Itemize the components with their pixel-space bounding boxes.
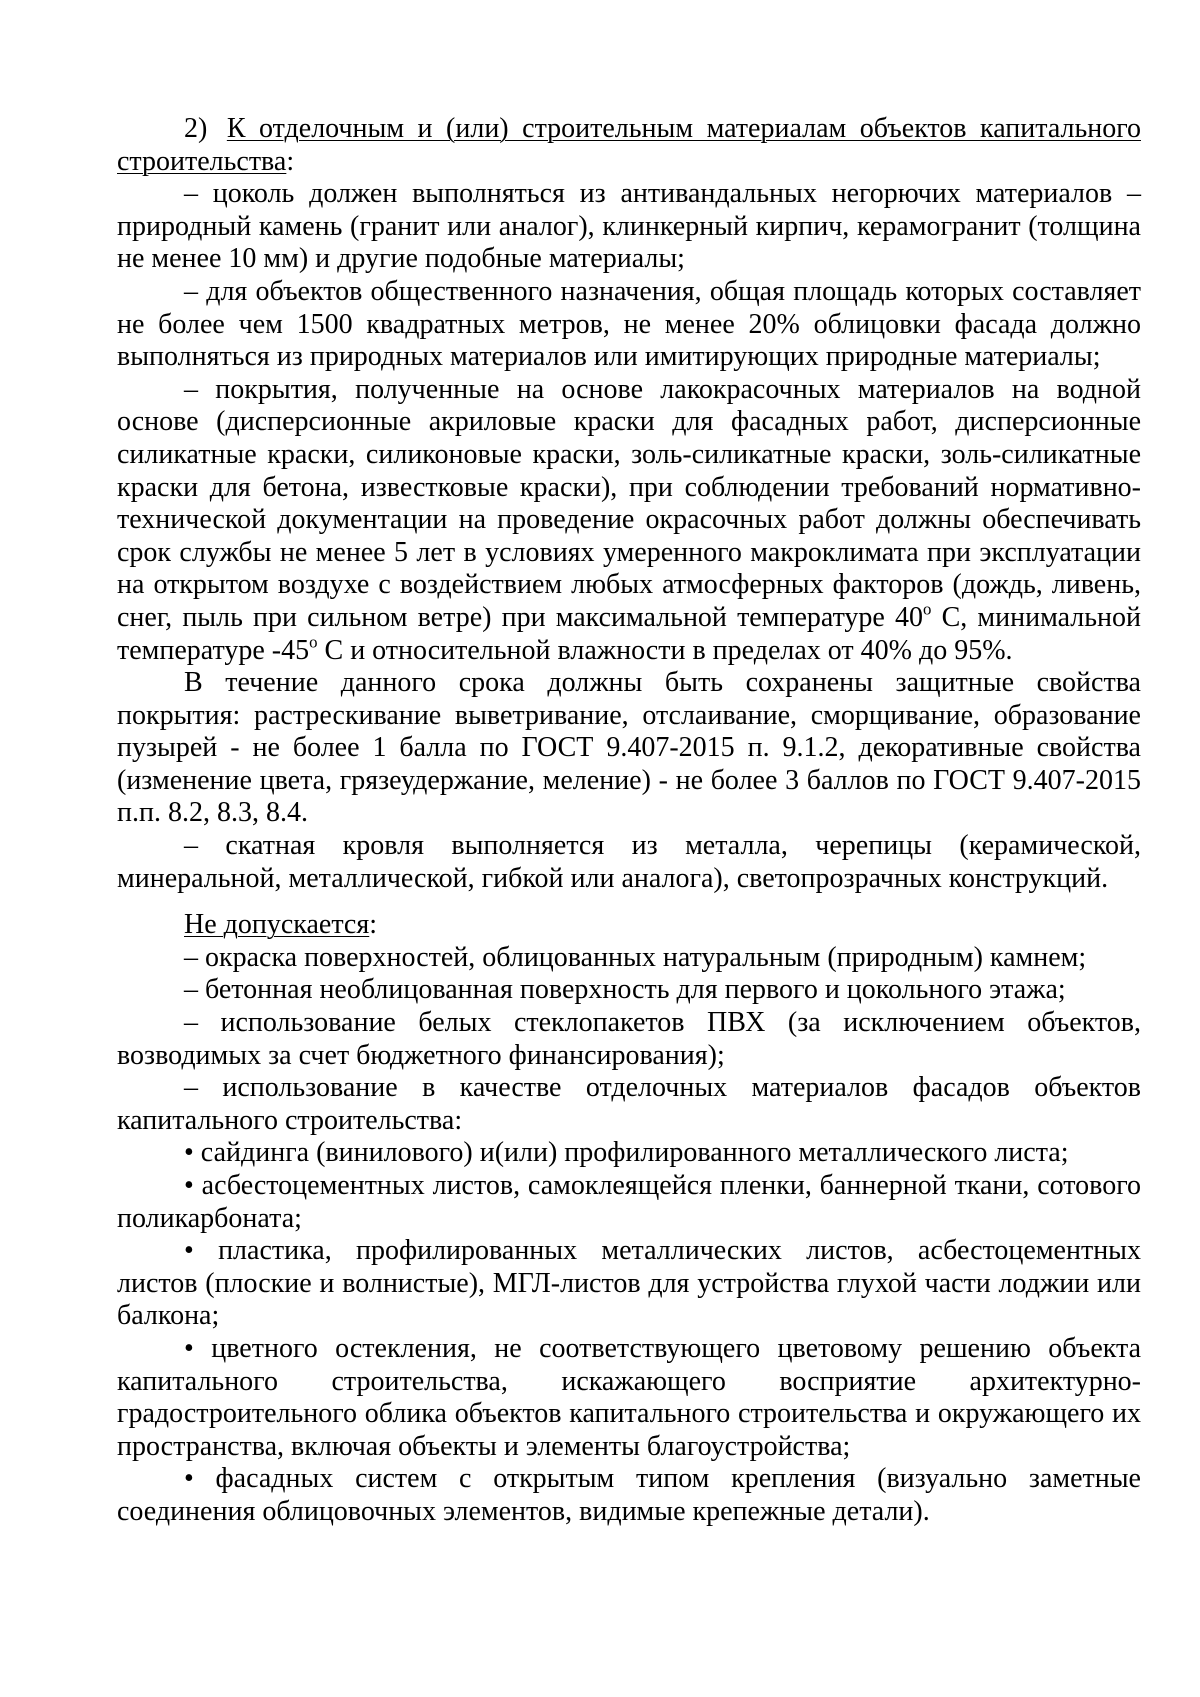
prohibited-item: – бетонная необлицованная поверхность для первого и цокольного этажа; [184,974,1066,1006]
coating-text-mid: С, минимальной температуре -45 [117,601,1141,666]
document-body [117,113,1141,1529]
not-allowed-title-suffix: : [369,909,378,941]
requirement-public-buildings: – для объектов общественного назначения, общая площадь которых составляет не более чем 1500 квадратных метров, не менее 20% облицовки фасада должно выполняться из природных материалов или имитирующих природные материалы; [117,275,1141,373]
requirement-coatings [117,374,1141,667]
prohibited-item: – использование белых стеклопакетов ПВХ (за исключением объектов, возводимых за счет бюджетного финансирования); [117,1007,1141,1071]
degree-sup-1: o [923,599,932,619]
prohibited-material-bullet: • сайдинга (винилового) и(или) профилированного металлического листа; [184,1137,1069,1169]
requirement-roofing: – скатная кровля выполняется из металла, черепицы (керамической, минеральной, металлической, гибкой или аналога), светопрозрачных конструкций. [117,830,1141,894]
section-heading [117,113,1141,178]
prohibited-material-bullet: • асбестоцементных листов, самоклеящейся пленки, баннерной ткани, сотового поликарбоната; [117,1170,1141,1234]
section-number: 2) [184,113,208,144]
coating-text-start: – покрытия, полученные на основе лакокрасочных материалов на водной основе (дисперсионные акриловые краски для фасадных работ, дисперсионные силикатные краски, силиконовые краски, золь-силикатные краски, золь-силикатные краски для бетона, известковые краски), при соблюдении требований нормативно-технической документации на проведение окрасочных работ должны обеспечивать срок службы не менее 5 лет в условиях умеренного макроклимата при эксплуатации на открытом воздухе с воздействием любых атмосферных факторов (дождь, ливень, снег, пыль при сильном ветре) при максимальной температуре 40 [117,373,1141,633]
not-allowed-heading [117,909,1141,942]
section-title-suffix: : [286,145,295,177]
prohibited-material-bullet: • фасадных систем с открытым типом крепления (визуально заметные соединения облицовочных элементов, видимые крепежные детали). [117,1463,1141,1527]
degree-sup-2: o [309,631,318,651]
coating-text-end: С и относительной влажности в пределах от 40% до 95%. [317,634,1013,666]
section-title: К отделочным и (или) строительным материалам объектов капитального строительства [117,113,1141,177]
prohibited-material-bullet: • цветного остекления, не соответствующего цветовому решению объекта капитального строительства, искажающего восприятие архитектурно-градостроительного облика объектов капитального строительства и окружающего их пространства, включая объекты и элементы благоустройства; [117,1332,1141,1462]
requirement-plinth: – цоколь должен выполняться из антивандальных негорючих материалов – природный камень (гранит или аналог), клинкерный кирпич, керамогранит (толщина не менее 10 мм) и другие подобные материалы; [117,178,1141,275]
prohibited-item: – окраска поверхностей, облицованных натуральным (природным) камнем; [184,941,1087,973]
coating-properties-paragraph: В течение данного срока должны быть сохранены защитные свойства покрытия: растрескивание выветривание, отслаивание, сморщивание, образование пузырей - не более 1 балла по ГОСТ 9.407-2015 п. 9.1.2, декоративные свойства (изменение цвета, грязеудержание, меление) - не более 3 баллов по ГОСТ 9.407-2015 п.п. 8.2, 8.3, 8.4. [117,667,1141,829]
not-allowed-title: Не допускается [184,909,370,941]
prohibited-material-bullet: • пластика, профилированных металлических листов, асбестоцементных листов (плоские и волнистые), МГЛ-листов для устройства глухой части лоджии или балкона; [117,1235,1141,1332]
prohibited-item: – использование в качестве отделочных материалов фасадов объектов капитального строительства: [117,1072,1141,1136]
